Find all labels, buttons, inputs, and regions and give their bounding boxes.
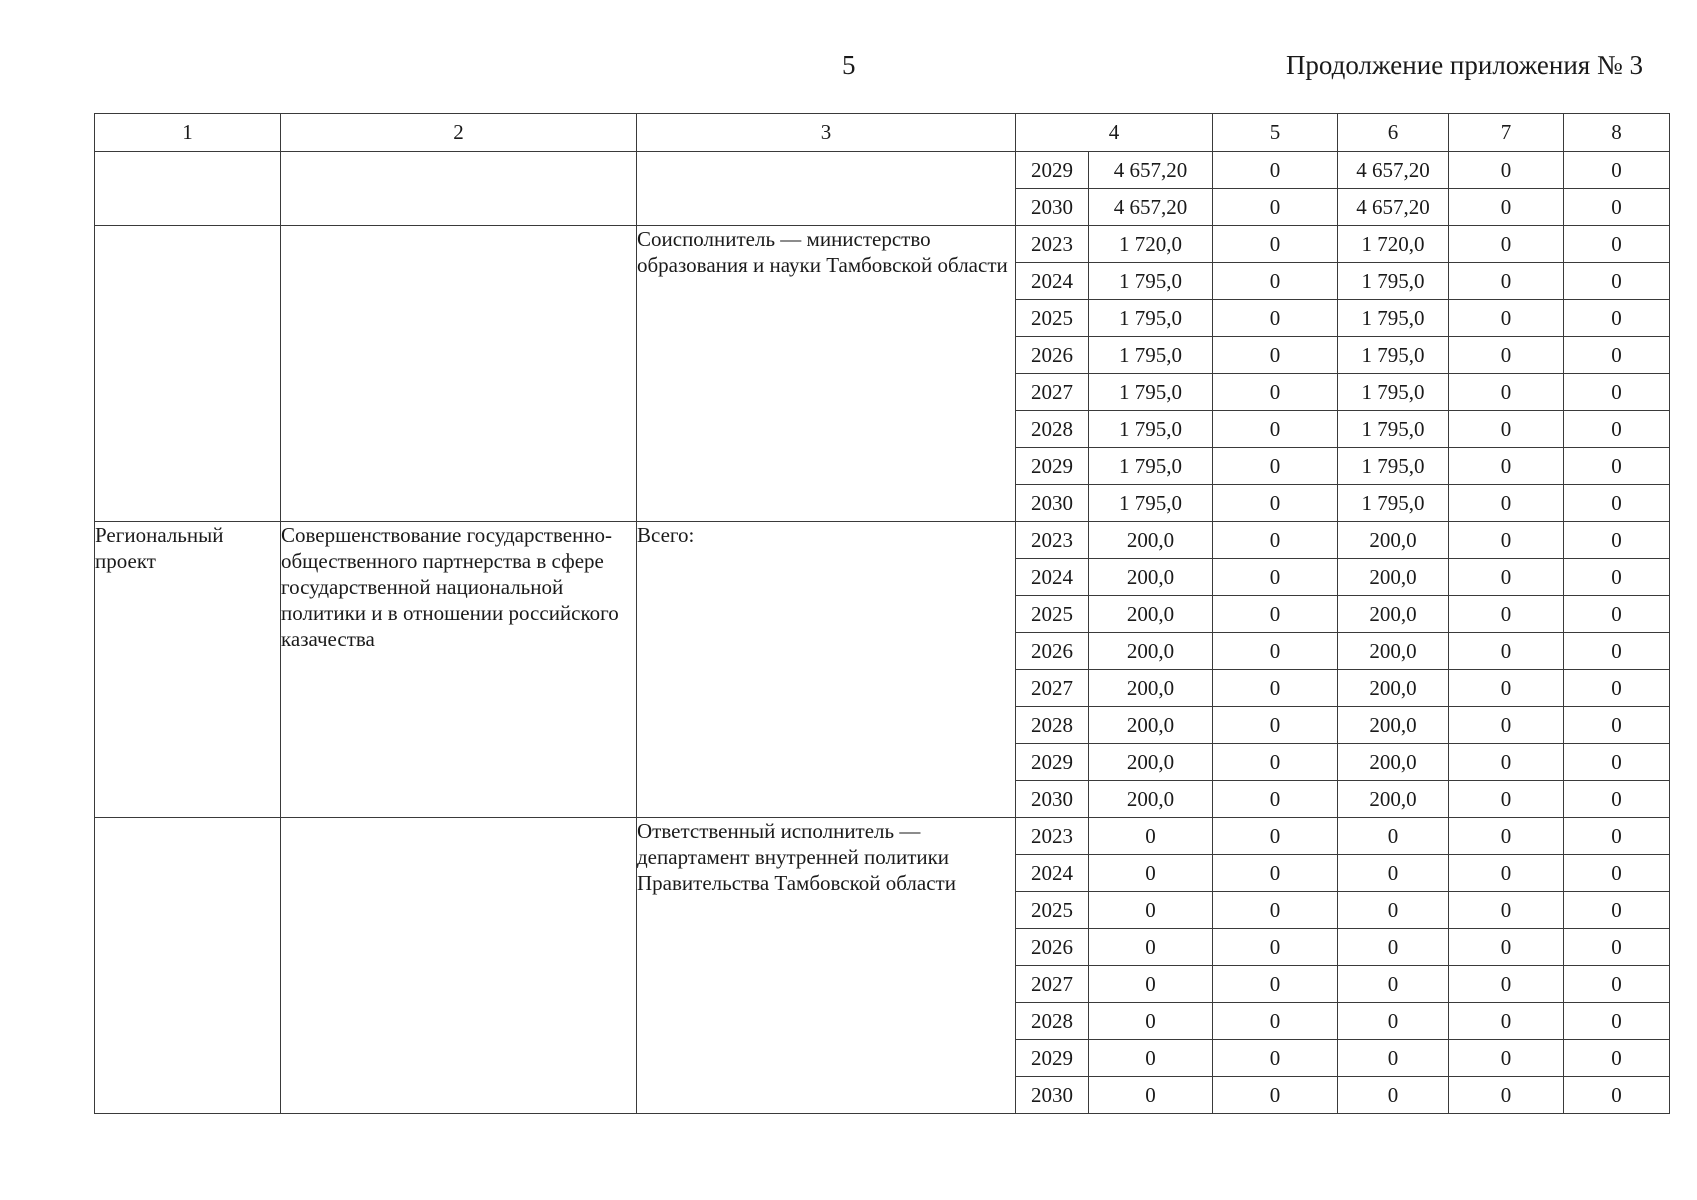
- year-cell: 2028: [1016, 411, 1089, 448]
- col6-cell: 200,0: [1338, 596, 1449, 633]
- col8-cell: 0: [1564, 411, 1670, 448]
- total-cell: 0: [1089, 892, 1213, 929]
- total-cell: 0: [1089, 1003, 1213, 1040]
- col6-cell: 0: [1338, 855, 1449, 892]
- col8-cell: 0: [1564, 448, 1670, 485]
- col6-cell: 200,0: [1338, 744, 1449, 781]
- total-cell: 1 720,0: [1089, 226, 1213, 263]
- col7-cell: 0: [1449, 818, 1564, 855]
- col5-cell: 0: [1213, 522, 1338, 559]
- total-cell: 1 795,0: [1089, 300, 1213, 337]
- description-cell: [281, 226, 637, 522]
- category-cell: Региональный проект: [95, 522, 281, 818]
- year-cell: 2026: [1016, 337, 1089, 374]
- col5-cell: 0: [1213, 818, 1338, 855]
- col6-cell: 0: [1338, 966, 1449, 1003]
- col8-cell: 0: [1564, 152, 1670, 189]
- col7-cell: 0: [1449, 744, 1564, 781]
- col6-cell: 1 795,0: [1338, 263, 1449, 300]
- col5-cell: 0: [1213, 189, 1338, 226]
- col5-cell: 0: [1213, 633, 1338, 670]
- col5-cell: 0: [1213, 855, 1338, 892]
- year-cell: 2024: [1016, 855, 1089, 892]
- col7-cell: 0: [1449, 411, 1564, 448]
- col7-cell: 0: [1449, 781, 1564, 818]
- total-cell: 200,0: [1089, 522, 1213, 559]
- col8-cell: 0: [1564, 707, 1670, 744]
- col8-cell: 0: [1564, 744, 1670, 781]
- col5-cell: 0: [1213, 263, 1338, 300]
- col8-cell: 0: [1564, 892, 1670, 929]
- category-cell: [95, 226, 281, 522]
- column-header: 3: [637, 114, 1016, 152]
- col7-cell: 0: [1449, 596, 1564, 633]
- total-cell: 1 795,0: [1089, 263, 1213, 300]
- year-cell: 2030: [1016, 1077, 1089, 1114]
- col8-cell: 0: [1564, 596, 1670, 633]
- col6-cell: 200,0: [1338, 559, 1449, 596]
- executor-cell: Ответственный исполнитель — департамент внутренней политики Правительства Тамбовской области: [637, 818, 1016, 1114]
- total-cell: 200,0: [1089, 559, 1213, 596]
- executor-cell: Соисполнитель — министерство образования и науки Тамбовской области: [637, 226, 1016, 522]
- col6-cell: 4 657,20: [1338, 152, 1449, 189]
- col6-cell: 1 795,0: [1338, 374, 1449, 411]
- col6-cell: 200,0: [1338, 522, 1449, 559]
- year-cell: 2030: [1016, 781, 1089, 818]
- total-cell: 1 795,0: [1089, 448, 1213, 485]
- col5-cell: 0: [1213, 374, 1338, 411]
- total-cell: 0: [1089, 929, 1213, 966]
- total-cell: 1 795,0: [1089, 485, 1213, 522]
- total-cell: 1 795,0: [1089, 411, 1213, 448]
- executor-cell: [637, 152, 1016, 226]
- col5-cell: 0: [1213, 892, 1338, 929]
- col6-cell: 1 720,0: [1338, 226, 1449, 263]
- column-header: 8: [1564, 114, 1670, 152]
- year-cell: 2024: [1016, 559, 1089, 596]
- col6-cell: 200,0: [1338, 781, 1449, 818]
- col7-cell: 0: [1449, 1077, 1564, 1114]
- col7-cell: 0: [1449, 189, 1564, 226]
- col5-cell: 0: [1213, 152, 1338, 189]
- col7-cell: 0: [1449, 633, 1564, 670]
- col8-cell: 0: [1564, 1077, 1670, 1114]
- year-cell: 2023: [1016, 226, 1089, 263]
- header-row: [95, 114, 1670, 152]
- col5-cell: 0: [1213, 337, 1338, 374]
- year-cell: 2027: [1016, 966, 1089, 1003]
- col5-cell: 0: [1213, 966, 1338, 1003]
- col8-cell: 0: [1564, 485, 1670, 522]
- total-cell: 200,0: [1089, 781, 1213, 818]
- col7-cell: 0: [1449, 152, 1564, 189]
- col7-cell: 0: [1449, 670, 1564, 707]
- col5-cell: 0: [1213, 1077, 1338, 1114]
- col8-cell: 0: [1564, 966, 1670, 1003]
- year-cell: 2027: [1016, 670, 1089, 707]
- col7-cell: 0: [1449, 855, 1564, 892]
- col7-cell: 0: [1449, 522, 1564, 559]
- year-cell: 2030: [1016, 485, 1089, 522]
- page-number: 5: [842, 50, 856, 80]
- total-cell: 0: [1089, 1040, 1213, 1077]
- year-cell: 2029: [1016, 448, 1089, 485]
- col8-cell: 0: [1564, 374, 1670, 411]
- year-cell: 2025: [1016, 596, 1089, 633]
- table-body: [95, 152, 1670, 1114]
- col8-cell: 0: [1564, 337, 1670, 374]
- total-cell: 0: [1089, 855, 1213, 892]
- col7-cell: 0: [1449, 374, 1564, 411]
- col5-cell: 0: [1213, 781, 1338, 818]
- total-cell: 0: [1089, 818, 1213, 855]
- col7-cell: 0: [1449, 226, 1564, 263]
- col8-cell: 0: [1564, 522, 1670, 559]
- total-cell: 200,0: [1089, 744, 1213, 781]
- col8-cell: 0: [1564, 226, 1670, 263]
- col7-cell: 0: [1449, 300, 1564, 337]
- col8-cell: 0: [1564, 633, 1670, 670]
- col8-cell: 0: [1564, 929, 1670, 966]
- col6-cell: 200,0: [1338, 633, 1449, 670]
- col8-cell: 0: [1564, 1003, 1670, 1040]
- col5-cell: 0: [1213, 448, 1338, 485]
- col8-cell: 0: [1564, 855, 1670, 892]
- column-header: 2: [281, 114, 637, 152]
- col6-cell: 0: [1338, 1077, 1449, 1114]
- total-cell: 200,0: [1089, 707, 1213, 744]
- col5-cell: 0: [1213, 596, 1338, 633]
- total-cell: 1 795,0: [1089, 337, 1213, 374]
- year-cell: 2029: [1016, 1040, 1089, 1077]
- year-cell: 2025: [1016, 892, 1089, 929]
- column-header: 7: [1449, 114, 1564, 152]
- executor-cell: Всего:: [637, 522, 1016, 818]
- table-header: [95, 114, 1670, 152]
- total-cell: 200,0: [1089, 596, 1213, 633]
- col7-cell: 0: [1449, 929, 1564, 966]
- category-cell: [95, 818, 281, 1114]
- year-cell: 2028: [1016, 1003, 1089, 1040]
- col5-cell: 0: [1213, 559, 1338, 596]
- col8-cell: 0: [1564, 781, 1670, 818]
- col6-cell: 0: [1338, 1040, 1449, 1077]
- col7-cell: 0: [1449, 485, 1564, 522]
- col5-cell: 0: [1213, 929, 1338, 966]
- col6-cell: 0: [1338, 929, 1449, 966]
- col7-cell: 0: [1449, 1003, 1564, 1040]
- column-header: 5: [1213, 114, 1338, 152]
- col8-cell: 0: [1564, 263, 1670, 300]
- year-cell: 2028: [1016, 707, 1089, 744]
- year-cell: 2025: [1016, 300, 1089, 337]
- col5-cell: 0: [1213, 411, 1338, 448]
- total-cell: 4 657,20: [1089, 152, 1213, 189]
- description-cell: [281, 152, 637, 226]
- col7-cell: 0: [1449, 892, 1564, 929]
- col5-cell: 0: [1213, 707, 1338, 744]
- col5-cell: 0: [1213, 670, 1338, 707]
- year-cell: 2024: [1016, 263, 1089, 300]
- year-cell: 2029: [1016, 152, 1089, 189]
- col8-cell: 0: [1564, 189, 1670, 226]
- column-header: 6: [1338, 114, 1449, 152]
- col5-cell: 0: [1213, 300, 1338, 337]
- appendix-label: Продолжение приложения № 3: [1285, 50, 1643, 80]
- col6-cell: 1 795,0: [1338, 448, 1449, 485]
- table-row: [95, 818, 1670, 855]
- total-cell: 200,0: [1089, 633, 1213, 670]
- col6-cell: 0: [1338, 892, 1449, 929]
- total-cell: 0: [1089, 1077, 1213, 1114]
- col6-cell: 200,0: [1338, 707, 1449, 744]
- col7-cell: 0: [1449, 559, 1564, 596]
- col5-cell: 0: [1213, 485, 1338, 522]
- col7-cell: 0: [1449, 966, 1564, 1003]
- col6-cell: 1 795,0: [1338, 300, 1449, 337]
- year-cell: 2029: [1016, 744, 1089, 781]
- col5-cell: 0: [1213, 226, 1338, 263]
- col6-cell: 1 795,0: [1338, 337, 1449, 374]
- col8-cell: 0: [1564, 300, 1670, 337]
- total-cell: 200,0: [1089, 670, 1213, 707]
- total-cell: 1 795,0: [1089, 374, 1213, 411]
- col8-cell: 0: [1564, 818, 1670, 855]
- column-header: 4: [1016, 114, 1213, 152]
- year-cell: 2023: [1016, 818, 1089, 855]
- category-cell: [95, 152, 281, 226]
- col7-cell: 0: [1449, 1040, 1564, 1077]
- budget-table: [94, 113, 1670, 1114]
- total-cell: 0: [1089, 966, 1213, 1003]
- year-cell: 2026: [1016, 929, 1089, 966]
- col5-cell: 0: [1213, 1003, 1338, 1040]
- col6-cell: 200,0: [1338, 670, 1449, 707]
- year-cell: 2027: [1016, 374, 1089, 411]
- col7-cell: 0: [1449, 263, 1564, 300]
- year-cell: 2030: [1016, 189, 1089, 226]
- col6-cell: 4 657,20: [1338, 189, 1449, 226]
- total-cell: 4 657,20: [1089, 189, 1213, 226]
- year-cell: 2023: [1016, 522, 1089, 559]
- col5-cell: 0: [1213, 1040, 1338, 1077]
- column-header: 1: [95, 114, 281, 152]
- col6-cell: 1 795,0: [1338, 485, 1449, 522]
- description-cell: [281, 818, 637, 1114]
- table-row: [95, 226, 1670, 263]
- col7-cell: 0: [1449, 707, 1564, 744]
- table-row: [95, 522, 1670, 559]
- description-cell: Совершенствование государственно-общественного партнерства в сфере государственной национальной политики и в отношении российского казачества: [281, 522, 637, 818]
- col7-cell: 0: [1449, 337, 1564, 374]
- col6-cell: 0: [1338, 1003, 1449, 1040]
- col5-cell: 0: [1213, 744, 1338, 781]
- col8-cell: 0: [1564, 559, 1670, 596]
- col8-cell: 0: [1564, 670, 1670, 707]
- col6-cell: 1 795,0: [1338, 411, 1449, 448]
- col6-cell: 0: [1338, 818, 1449, 855]
- col8-cell: 0: [1564, 1040, 1670, 1077]
- col7-cell: 0: [1449, 448, 1564, 485]
- table-row: [95, 152, 1670, 189]
- year-cell: 2026: [1016, 633, 1089, 670]
